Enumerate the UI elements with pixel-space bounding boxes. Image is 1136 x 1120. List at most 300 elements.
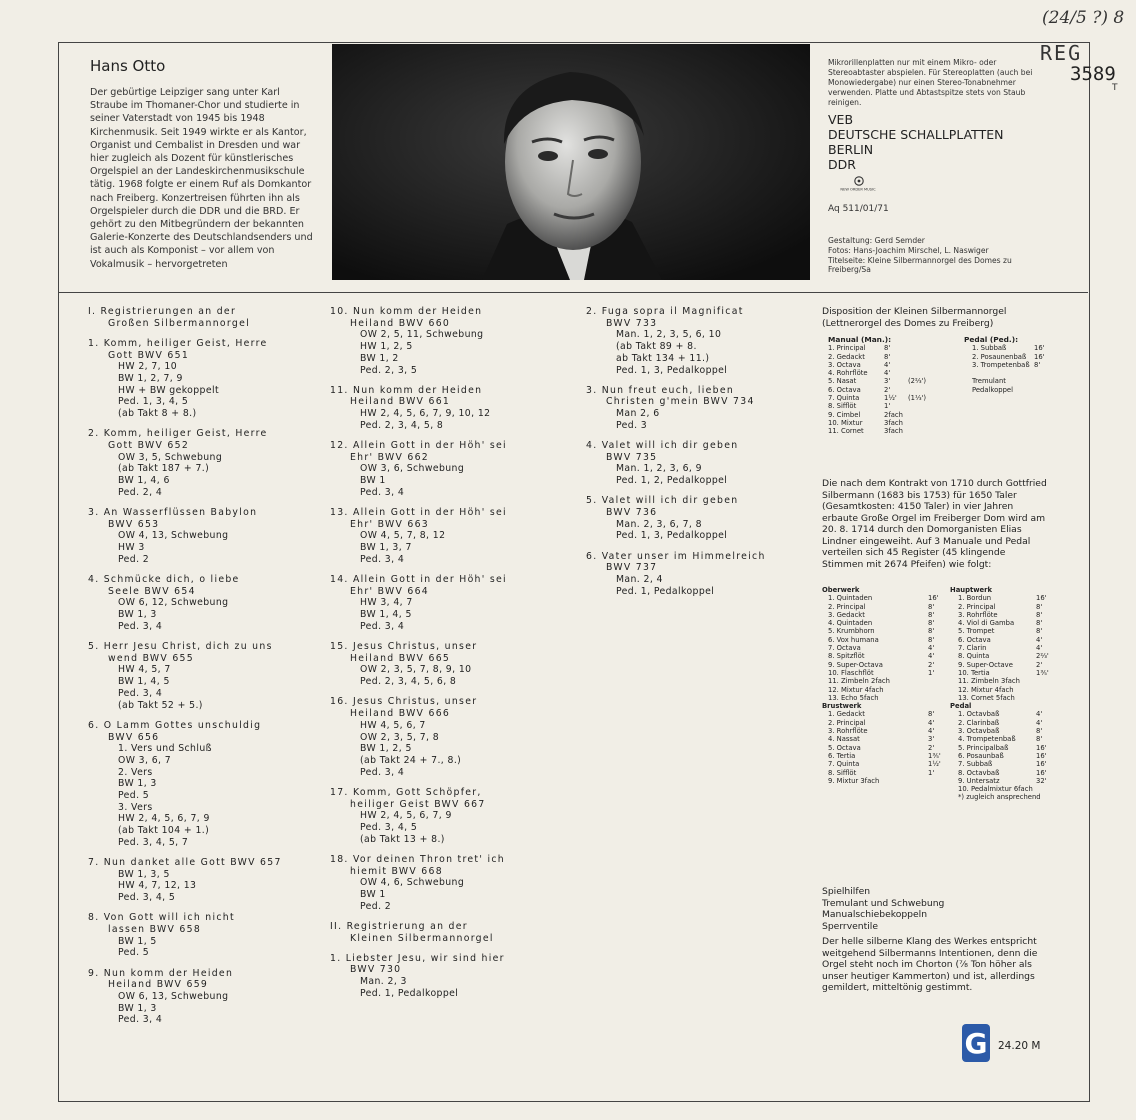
stop-pitch: 4'	[928, 644, 935, 653]
publisher-line: BERLIN	[828, 142, 874, 157]
program-entry	[330, 854, 574, 913]
registration-line: OW 6, 13, Schwebung	[118, 991, 229, 1003]
registration-line: BW 1, 4, 6	[118, 475, 170, 487]
entry-title: 3. Nun freut euch, lieben	[586, 384, 735, 396]
stop-row	[822, 427, 1048, 435]
registration-line: BW 1, 3	[118, 1002, 157, 1014]
pedal-stop-pitch: 16'	[1034, 352, 1045, 361]
g-label-logo-icon	[962, 1024, 990, 1062]
play-aids-line: Tremulant und Schwebung	[822, 897, 945, 909]
registration-line: Ped. 3, 4	[360, 486, 405, 498]
stop-pitch: 2'	[928, 660, 935, 669]
manual-stop-alt: (1⅓')	[908, 394, 927, 403]
stop-row	[822, 353, 1048, 361]
entry-title: Seele BWV 654	[108, 585, 196, 597]
registration-line: OW 2, 3, 5, 7, 8	[360, 731, 440, 743]
artist-bio: Der gebürtige Leipziger sang unter Karl Straube im Thomaner-Chor und studierte in seiner Vaterstadt von 1945 bis 1948 Kirchenmusik. Seit 1949 wirkte er als Kantor, Organist und Cembalist in Dresden und war hier zugleich als Dozent für künstlerisches Orgelspiel an der Landeskirchenmusikschule tätig. 1968 folgte er einem Ruf als Domkantor nach Freiberg. Konzertreisen führten ihn als Orgelspieler durch die DDR und die BRD. Er gehört zu den Mitbegründern der bekannten Galerie-Konzerte des Deutschlandsenders und ist auch als Komponist – vor allem von Vokalmusik – hervorgetreten	[90, 87, 313, 270]
stop-name: 8. Spitzflöt	[828, 652, 865, 661]
registration-line: OW 2, 3, 5, 7, 8, 9, 10	[360, 664, 472, 676]
stop-name: 6. Tertia	[828, 751, 856, 760]
registration-line: OW 2, 5, 11, Schwebung	[360, 329, 484, 341]
play-aids-line: Spielhilfen	[822, 886, 871, 897]
stop-name: 7. Subbaß	[958, 760, 993, 769]
stop-name: 6. Posaunbaß	[958, 751, 1004, 760]
entry-title: 11. Nun komm der Heiden	[330, 384, 483, 396]
stop-name: 2. Principal	[828, 602, 866, 611]
credit-line: Titelseite: Kleine Silbermannorgel des Domes zu Freiberg/Sa	[828, 255, 1012, 275]
pedal-heading: Pedal (Ped.):	[964, 335, 1019, 344]
entry-title: Ehr' BWV 664	[350, 585, 429, 597]
registration-line: (ab Takt 24 + 7., 8.)	[360, 754, 462, 766]
stop-name: 10. Flaschflöt	[828, 668, 874, 677]
registration-line: BW 1, 3, 7	[360, 542, 412, 554]
registration-line: Ped. 1, 3, Pedalkoppel	[616, 364, 728, 376]
program-entry	[330, 696, 574, 778]
registration-line: OW 3, 5, Schwebung	[118, 451, 223, 463]
stop-row	[822, 377, 1048, 385]
stop-pitch: 2'	[1036, 660, 1043, 669]
extra-item: Pedalkoppel	[972, 385, 1013, 394]
entry-title: 17. Komm, Gott Schöpfer,	[330, 786, 482, 798]
entry-title: 6. O Lamm Gottes unschuldig	[88, 719, 262, 731]
entry-title: 4. Valet will ich dir geben	[586, 440, 739, 452]
stop-name: 4. Quintaden	[828, 619, 873, 628]
publisher-line: VEB	[828, 112, 854, 127]
stop-name: 7. Quinta	[828, 760, 860, 769]
stop-row	[822, 652, 1048, 660]
stop-name: 9. Mixtur 3fach	[828, 776, 880, 785]
stop-name: 7. Clarin	[958, 644, 987, 653]
registration-line: Ped. 5	[118, 947, 150, 959]
stop-name: 8. Sifflöt	[828, 768, 857, 777]
stop-pitch: 16'	[928, 594, 939, 603]
registration-line: Ped. 3, 4	[360, 553, 405, 565]
entry-title: 16. Jesus Christus, unser	[330, 696, 478, 708]
stop-pitch: 8'	[1036, 727, 1043, 736]
stop-pitch: 16'	[1036, 743, 1047, 752]
stop-pitch: 4'	[1036, 635, 1043, 644]
entry-title: 1. Liebster Jesu, wir sind hier	[330, 952, 505, 964]
stop-row	[822, 710, 1048, 718]
entry-title: 9. Nun komm der Heiden	[88, 967, 234, 979]
stop-pitch: 4'	[1036, 710, 1043, 719]
entry-title: 14. Allein Gott in der Höh' sei	[330, 574, 507, 586]
stop-pitch: 4'	[928, 718, 935, 727]
program-entry	[330, 385, 574, 432]
registration-line: (ab Takt 8 + 8.)	[118, 408, 197, 420]
stop-pitch: 8'	[1036, 735, 1043, 744]
stop-row	[822, 636, 1048, 644]
handwritten-mark: T	[1112, 83, 1118, 93]
registration-line: Ped. 2, 3, 4, 5, 6, 8	[360, 676, 457, 688]
registration-line: Ped. 1, Pedalkoppel	[360, 987, 459, 999]
registration-line: OW 3, 6, 7	[118, 754, 172, 766]
stop-pitch: 8'	[928, 627, 935, 636]
registration-line: Ped. 3, 4	[360, 620, 405, 632]
stop-row	[822, 361, 1048, 369]
pedal-stop-name: 2. Posaunenbaß	[972, 352, 1027, 361]
stop-name: 12. Mixtur 4fach	[828, 685, 884, 694]
registration-line: HW 4, 5, 6, 7	[360, 719, 426, 731]
portrait-illustration	[332, 44, 810, 280]
entry-title: BWV 653	[108, 518, 160, 530]
stop-name: 10. Pedalmixtur 6fach	[958, 785, 1033, 794]
closing-note: Der helle silberne Klang des Werkes entspricht weitgehend Silbermanns Intentionen, denn die Orgel steht noch im Chorton (⅞ Ton höher als unser heutiger Kammerton) und ist, allerdings gemildert, mitteltönig gestimmt.	[822, 936, 1038, 993]
pedal-stop-name: 3. Trompetenbaß	[972, 360, 1030, 369]
manual-stop-pitch: 4'	[884, 369, 891, 378]
entry-title: 12. Allein Gott in der Höh' sei	[330, 440, 507, 452]
manual-stop-pitch: 1½'	[884, 394, 897, 403]
registration-line: HW 4, 5, 7	[118, 664, 171, 676]
registration-line: Ped. 3, 4, 5	[360, 821, 418, 833]
registration-line: OW 4, 5, 7, 8, 12	[360, 530, 446, 542]
manual-stop-name: 4. Rohrflöte	[828, 369, 868, 378]
registration-line: BW 1, 2, 7, 9	[118, 373, 183, 385]
price: 24.20 M	[998, 1040, 1041, 1052]
registration-line: Ped. 1, 3, 4, 5	[118, 396, 189, 408]
stop-name: 9. Super-Octave	[958, 660, 1013, 669]
registration-line: BW 1, 4, 5	[118, 676, 170, 688]
registration-line: BW 1, 2, 5	[360, 743, 412, 755]
manual-heading: Manual (Man.):	[828, 335, 892, 344]
registration-line: BW 1, 3	[118, 609, 157, 621]
entry-title: 4. Schmücke dich, o liebe	[88, 574, 240, 586]
division-heading-row	[822, 702, 1048, 710]
stop-pitch: 4'	[928, 727, 935, 736]
manual-stop-name: 8. Sifflöt	[828, 402, 857, 411]
division-heading-row	[822, 586, 1048, 594]
stop-pitch: 16'	[1036, 751, 1047, 760]
registration-line: Man. 2, 4	[616, 574, 663, 586]
footnote: *) zugleich ansprechend	[958, 793, 1041, 802]
entry-title: BWV 733	[606, 317, 658, 329]
entry-title: Heiland BWV 665	[350, 652, 451, 664]
stop-name: 10. Tertia	[958, 668, 990, 677]
stop-name: 5. Octava	[828, 743, 861, 752]
registration-line: Ped. 1, 3, Pedalkoppel	[616, 530, 728, 542]
manual-stop-name: 2. Gedackt	[828, 352, 865, 361]
stop-pitch: 1½'	[928, 760, 941, 769]
registration-line: HW 3, 4, 7	[360, 597, 413, 609]
stop-row	[822, 402, 1048, 410]
stop-name: 3. Octavbaß	[958, 727, 1000, 736]
manual-stop-pitch: 3fach	[884, 427, 903, 436]
registration-line: HW 4, 7, 12, 13	[118, 880, 197, 892]
stop-name: 5. Trompet	[958, 627, 995, 636]
artist-name: Hans Otto	[90, 57, 166, 75]
stop-name: 1. Bordun	[958, 594, 992, 603]
program-entry	[330, 953, 574, 1000]
stop-name: 2. Clarinbaß	[958, 718, 1000, 727]
pedal-stop-pitch: 8'	[1034, 360, 1041, 369]
registration-line: HW 2, 4, 5, 6, 7, 9, 10, 12	[360, 408, 491, 420]
stop-name: 1. Quintaden	[828, 594, 873, 603]
entry-title: 15. Jesus Christus, unser	[330, 641, 478, 653]
stop-name: 1. Gedackt	[828, 710, 865, 719]
registration-line: BW 1	[360, 888, 386, 900]
logo-caption: NEW ORDER MUSIC	[840, 187, 876, 192]
entry-title: 5. Herr Jesu Christ, dich zu uns	[88, 641, 273, 653]
entry-title: II. Registrierung an der	[330, 920, 468, 932]
program-entry	[586, 551, 816, 598]
division-heading: Brustwerk	[822, 702, 862, 711]
entry-title: Heiland BWV 660	[350, 317, 451, 329]
registration-line: Ped. 1, 2, Pedalkoppel	[616, 475, 728, 487]
stop-row	[822, 686, 1048, 694]
registration-line: BW 1, 3	[118, 778, 157, 790]
registration-line: (ab Takt 104 + 1.)	[118, 825, 210, 837]
manual-stop-pitch: 2fach	[884, 410, 903, 419]
credit-line: Gestaltung: Gerd Semder	[828, 236, 925, 245]
stop-row	[822, 785, 1048, 793]
stop-pitch: 8'	[1036, 627, 1043, 636]
stop-row	[822, 619, 1048, 627]
artist-portrait	[332, 44, 810, 280]
stop-name: 12. Mixtur 4fach	[958, 685, 1014, 694]
publisher-line: DDR	[828, 157, 856, 172]
stop-name: 1. Octavbaß	[958, 710, 1000, 719]
entry-title: BWV 736	[606, 507, 658, 519]
credit-line: Fotos: Hans-Joachim Mirschel, L. Naswiger	[828, 245, 989, 255]
stop-row	[822, 411, 1048, 419]
registration-line: Ped. 3, 4	[118, 620, 163, 632]
manual-stop-pitch: 3fach	[884, 418, 903, 427]
logo-letter: G	[964, 1027, 988, 1060]
program-column-2	[330, 306, 574, 1008]
stop-row	[822, 760, 1048, 768]
program-entry	[330, 507, 574, 566]
entry-title: 18. Vor deinen Thron tret' ich	[330, 853, 505, 865]
registration-line: Man. 2, 3, 6, 7, 8	[616, 518, 702, 530]
stop-pitch: 8'	[928, 602, 935, 611]
entry-title: Ehr' BWV 663	[350, 518, 429, 530]
entry-title: Christen g'mein BWV 734	[606, 396, 755, 408]
credits	[828, 236, 1052, 275]
playback-care-note: Mikrorillenplatten nur mit einem Mikro- oder Stereoabtaster abspielen. Für Stereoplatten (auch bei Monowiedergabe) nur einen Stereo-Tonabnehmer verwenden. Platte und Abtastspitze stets von Staub reinigen.	[828, 58, 1033, 107]
stop-name: 11. Zimbeln 2fach	[828, 677, 890, 686]
stop-pitch: 16'	[1036, 768, 1047, 777]
stop-pitch: 1⅗'	[1036, 668, 1049, 677]
registration-line: Ped. 5	[118, 790, 150, 802]
entry-title: Heiland BWV 666	[350, 708, 451, 720]
manual-stop-name: 1. Principal	[828, 344, 866, 353]
entry-title: lassen BWV 658	[108, 924, 202, 936]
manual-stop-name: 10. Mixtur	[828, 418, 863, 427]
manual-stop-name: 9. Cimbel	[828, 410, 861, 419]
stop-pitch: 8'	[1036, 610, 1043, 619]
stop-pitch: 3'	[928, 735, 935, 744]
entry-title: Großen Silbermannorgel	[108, 317, 250, 329]
entry-title: 7. Nun danket alle Gott BWV 657	[88, 857, 282, 869]
program-entry	[330, 306, 574, 376]
stop-pitch: 4'	[928, 652, 935, 661]
stop-pitch: 8'	[928, 635, 935, 644]
registration-line: (ab Takt 187 + 7.)	[118, 463, 210, 475]
division-heading: Pedal	[950, 702, 972, 711]
manual-stop-name: 5. Nasat	[828, 377, 857, 386]
stop-name: 9. Untersatz	[958, 776, 1000, 785]
program-entry	[88, 641, 324, 711]
registration-line: Ped. 3, 4	[118, 687, 163, 699]
registration-line: Ped. 2, 3, 5	[360, 364, 418, 376]
program-entry	[330, 921, 574, 944]
program-entry	[88, 507, 324, 566]
stop-row	[822, 594, 1048, 602]
program-entry	[330, 440, 574, 499]
stop-row	[822, 627, 1048, 635]
publisher-line: DEUTSCHE SCHALLPLATTEN	[828, 127, 1004, 142]
stop-row	[822, 386, 1048, 394]
manual-stop-pitch: 1'	[884, 402, 891, 411]
registration-line: Man. 1, 2, 3, 6, 9	[616, 463, 702, 475]
stop-row	[822, 644, 1048, 652]
program-entry	[586, 385, 816, 432]
stop-name: 4. Viol di Gamba	[958, 619, 1015, 628]
entry-title: Heiland BWV 659	[108, 979, 209, 991]
stop-name: 3. Rohrflöte	[828, 727, 868, 736]
registration-line: (ab Takt 89 + 8.	[616, 341, 697, 353]
stop-name: 5. Krumbhorn	[828, 627, 875, 636]
stop-name: 4. Nassat	[828, 735, 860, 744]
stop-row	[822, 694, 1048, 702]
organ-disposition	[822, 306, 1049, 993]
stop-name: 11. Zimbeln 3fach	[958, 677, 1020, 686]
stop-pitch: 8'	[1036, 619, 1043, 628]
program-entry	[88, 428, 324, 498]
stop-name: 3. Gedackt	[828, 610, 865, 619]
manual-stop-name: 3. Octava	[828, 360, 861, 369]
entry-title: heiliger Geist BWV 667	[350, 798, 486, 810]
registration-line: OW 6, 12, Schwebung	[118, 597, 229, 609]
stop-row	[822, 752, 1048, 760]
entry-title: 6. Vater unser im Himmelreich	[586, 550, 766, 562]
stop-row	[822, 603, 1048, 611]
entry-title: BWV 730	[350, 964, 402, 976]
stop-name: 13. Cornet 5fach	[958, 693, 1015, 702]
registration-line: 3. Vers	[118, 801, 153, 813]
manual-stop-alt: (2⅔')	[908, 377, 927, 386]
stop-pitch: 1'	[928, 768, 935, 777]
stop-pitch: 8'	[928, 619, 935, 628]
registration-line: HW 2, 7, 10	[118, 361, 178, 373]
registration-line: 2. Vers	[118, 766, 153, 778]
registration-line: (ab Takt 52 + 5.)	[118, 699, 203, 711]
extra-item: Tremulant	[972, 377, 1006, 386]
division-heading: Hauptwerk	[950, 586, 992, 594]
manual-stop-pitch: 3'	[884, 377, 891, 386]
stop-pitch: 1⅗'	[928, 751, 941, 760]
registration-line: HW 3	[118, 542, 145, 554]
registration-line: Man 2, 6	[616, 408, 660, 420]
great-organ-stops	[822, 586, 1048, 802]
stop-pitch: 32'	[1036, 776, 1047, 785]
stop-name: 4. Trompetenbaß	[958, 735, 1016, 744]
program-entry	[88, 912, 324, 959]
organ-history: Die nach dem Kontrakt von 1710 durch Gottfried Silbermann (1683 bis 1753) für 1650 Taler (Gesamtkosten: 4150 Taler) in vier Jahren erbaute Große Orgel im Freiberger Dom wird am 20. 8. 1714 durch den Domorganisten Elias Lindner eingeweiht. Auf 3 Manuale und Pedal verteilen sich 45 Register (45 klingende Stimmen mit 2674 Pfeifen) wie folgt:	[822, 478, 1047, 570]
registration-line: Man. 2, 3	[360, 976, 407, 988]
entry-title: 2. Fuga sopra il Magnificat	[586, 306, 744, 317]
entry-title: 5. Valet will ich dir geben	[586, 495, 739, 507]
disposition-title: Disposition der Kleinen Silbermannorgel (Lettnerorgel des Domes zu Freiberg)	[822, 306, 1007, 329]
label-logo-icon	[832, 176, 884, 192]
stop-row	[822, 727, 1048, 735]
entry-title: 13. Allein Gott in der Höh' sei	[330, 507, 507, 519]
publisher-block	[828, 112, 1003, 172]
play-aids-line: Manualschiebekoppeln	[822, 909, 928, 920]
stop-row	[822, 669, 1048, 677]
program-entry	[88, 968, 324, 1027]
entry-title: BWV 656	[108, 731, 160, 743]
small-organ-stops	[822, 336, 1048, 436]
stop-pitch: 8'	[1036, 602, 1043, 611]
stop-name: 2. Principal	[958, 602, 996, 611]
program-entry	[88, 857, 324, 904]
stop-row	[822, 611, 1048, 619]
stop-pitch: 2⅔'	[1036, 652, 1049, 661]
registration-line: OW 4, 13, Schwebung	[118, 530, 229, 542]
stop-pitch: 8'	[928, 610, 935, 619]
entry-title: 1. Komm, heiliger Geist, Herre	[88, 337, 268, 349]
registration-line: HW 1, 2, 5	[360, 341, 413, 353]
entry-title: Heiland BWV 661	[350, 396, 451, 408]
entry-title: 3. An Wasserflüssen Babylon	[88, 507, 258, 519]
registration-line: Ped. 3, 4	[360, 766, 405, 778]
entry-title: hiemit BWV 668	[350, 865, 443, 877]
registration-line: BW 1, 4, 5	[360, 609, 412, 621]
handwritten-note: (24/5 ?) 8	[1042, 8, 1125, 28]
stop-row	[822, 369, 1048, 377]
stop-pitch: 4'	[1036, 644, 1043, 653]
handwritten-number: 3589	[1070, 63, 1116, 85]
registration-line: BW 1	[360, 475, 386, 487]
handwritten-reg: REG	[1040, 41, 1083, 65]
registration-line: BW 1, 3, 5	[118, 868, 170, 880]
stop-name: 6. Vox humana	[828, 635, 879, 644]
manual-stop-name: 6. Octava	[828, 385, 861, 394]
registration-line: BW 1, 5	[118, 935, 157, 947]
entry-title: BWV 737	[606, 562, 658, 574]
stop-row	[822, 735, 1048, 743]
stop-name: 13. Echo 5fach	[828, 693, 879, 702]
entry-title: wend BWV 655	[108, 652, 194, 664]
manual-stop-pitch: 8'	[884, 344, 891, 353]
entry-title: BWV 735	[606, 451, 658, 463]
registration-line: HW 2, 4, 5, 6, 7, 9	[118, 813, 210, 825]
manual-stop-name: 11. Cornet	[828, 427, 864, 436]
stop-name: 9. Super-Octava	[828, 660, 883, 669]
program-entry	[88, 574, 324, 633]
registration-line: Ped. 3, 4, 5	[118, 892, 176, 904]
play-aids	[822, 886, 1048, 932]
pedal-stop-name: 1. Subbaß	[972, 344, 1007, 353]
registration-line: Ped. 2	[118, 553, 150, 565]
stop-pitch: 2'	[928, 743, 935, 752]
registration-line: 1. Vers und Schluß	[118, 743, 212, 755]
stop-row	[822, 719, 1048, 727]
entry-title: 8. Von Gott will ich nicht	[88, 912, 235, 924]
entry-title: 2. Komm, heiliger Geist, Herre	[88, 428, 268, 440]
section-divider	[58, 292, 1088, 293]
program-entry	[88, 338, 324, 420]
registration-line: Ped. 1, Pedalkoppel	[616, 585, 715, 597]
registration-line: OW 3, 6, Schwebung	[360, 463, 465, 475]
stop-row	[822, 419, 1048, 427]
stop-row	[822, 661, 1048, 669]
stop-row	[822, 394, 1048, 402]
entry-title: Gott BWV 651	[108, 349, 190, 361]
registration-line: Ped. 3, 4	[118, 1014, 163, 1026]
stop-row	[822, 769, 1048, 777]
